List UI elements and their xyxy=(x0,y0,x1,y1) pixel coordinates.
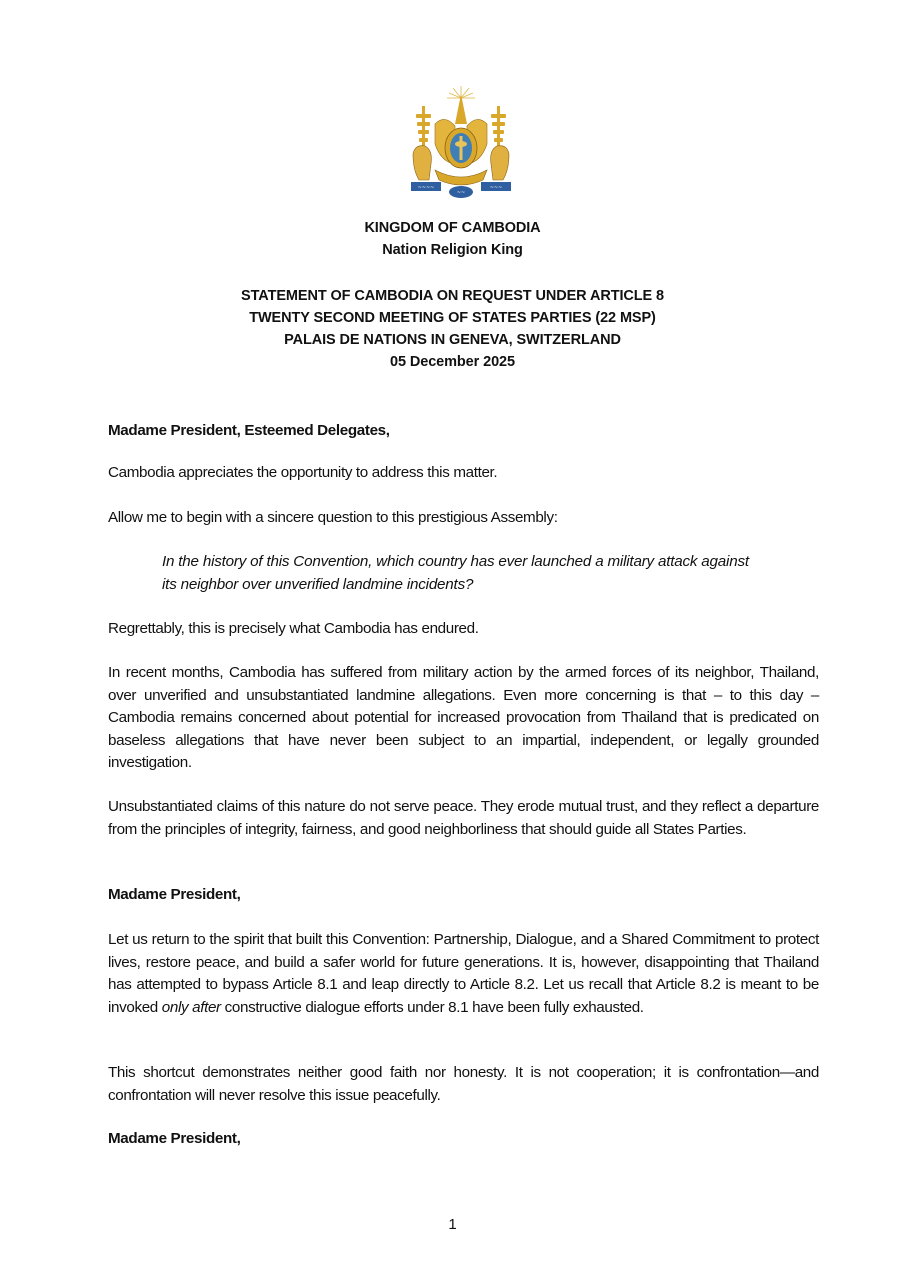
page-number: 1 xyxy=(448,1216,457,1233)
title-line: PALAIS DE NATIONS IN GENEVA, SWITZERLAND xyxy=(284,332,621,348)
royal-arms-of-cambodia-icon xyxy=(405,84,517,204)
emphasis-text: only after xyxy=(161,998,221,1016)
country-name: KINGDOM OF CAMBODIA xyxy=(364,220,541,236)
statement-title-block xyxy=(0,285,905,373)
svg-text:~~: ~~ xyxy=(456,190,466,196)
paragraph: Regrettably, this is precisely what Cambodia has endured. xyxy=(108,620,479,637)
block-quote: In the history of this Convention, which country has ever launched a military attack against its neighbor over unverified landmine incidents? xyxy=(162,553,749,593)
paragraph: Allow me to begin with a sincere question to this prestigious Assembly: xyxy=(108,509,558,526)
paragraph: Cambodia appreciates the opportunity to address this matter. xyxy=(108,464,498,481)
title-line: TWENTY SECOND MEETING OF STATES PARTIES (22 MSP) xyxy=(249,310,656,326)
paragraph xyxy=(108,929,819,1019)
paragraph-text: Let us return to the spirit that built this Convention: Partnership, Dialogue, and a Shared Commitment to protect lives, restore peace, and build a safer world for future generations. It is, however, disappointing that Thailand has attempted to bypass Article 8.1 and leap directly to Article 8.2. Let us recall that Article 8.2 is meant to be invoked xyxy=(108,931,819,1016)
paragraph: This shortcut demonstrates neither good faith nor honesty. It is not cooperation; it is confrontation—and confrontation will never resolve this issue peacefully. xyxy=(108,1064,819,1104)
salutation: Madame President, xyxy=(108,886,241,903)
paragraph: In recent months, Cambodia has suffered from military action by the armed forces of its neighbor, Thailand, over unverified and unsubstantiated landmine allegations. Even more concerning is that – to this day – Cambodia remains concerned about potential for increased provocation from Thailand that is predicated on baseless allegations that have never been subject to an impartial, independent, or legally grounded investigation. xyxy=(108,664,819,771)
national-motto: Nation Religion King xyxy=(382,242,523,258)
paragraph: Unsubstantiated claims of this nature do not serve peace. They erode mutual trust, and they reflect a departure from the principles of integrity, fairness, and good neighborliness that should guide all States Parties. xyxy=(108,798,819,838)
header-country-block xyxy=(0,217,905,261)
title-line: STATEMENT OF CAMBODIA ON REQUEST UNDER ARTICLE 8 xyxy=(241,288,664,304)
paragraph-text: constructive dialogue efforts under 8.1 have been fully exhausted. xyxy=(220,998,644,1016)
svg-text:~~~: ~~~ xyxy=(489,185,503,191)
statement-date: 05 December 2025 xyxy=(390,354,515,370)
salutation: Madame President, Esteemed Delegates, xyxy=(108,422,390,439)
svg-text:~~~~: ~~~~ xyxy=(417,185,435,191)
salutation: Madame President, xyxy=(108,1130,241,1147)
